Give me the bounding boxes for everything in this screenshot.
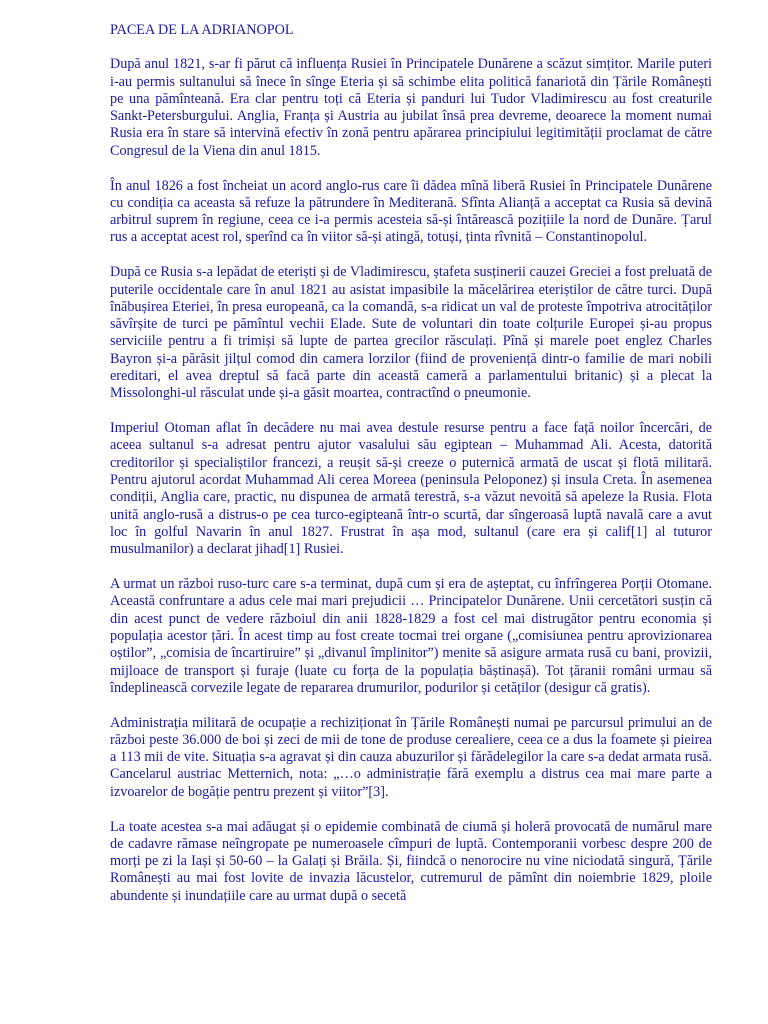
paragraph-3: După ce Rusia s-a lepădat de eteriști și de Vladimirescu, ștafeta susținerii cauzei Greciei a fost preluată de puterile occidentale care în anul 1821 au asistat impasibile la măcelărirea eteriștilor de către turci. După înăbușirea Eteriei, în presa europeană, ca la comandă, s-a ridicat un val de proteste împotriva atrocităților săvîrșite de turci pe pămîntul vechii Elade. Sute de voluntari din toate colțurile Europei și-au propus serviciile pentru a fi trimiși să lupte de partea grecilor răsculați. Pînă și marele poet englez Charles Bayron și-a părăsit jilțul comod din camera lorzilor (fiind de proveniență dintr-o familie de mari nobili ereditari, el avea dreptul să facă parte din această cameră a parlamentului britanic) și a plecat la Missolonghi-ul răsculat unde și-a găsit moartea, contractînd o pneumonie.	[110, 264, 712, 402]
paragraph-4: Imperiul Otoman aflat în decădere nu mai avea destule resurse pentru a face față noilor încercări, de aceea sultanul s-a adresat pentru ajutor vasalului său egiptean – Muhammad Ali. Acesta, datorită creditorilor și specialiștilor francezi, a reușit să-și creeze o puternică armată de uscat și flotă militară. Pentru ajutorul acordat Muhammad Ali cerea Moreea (peninsula Peloponez) și insula Creta. În asemenea condiții, Anglia care, practic, nu dispunea de armată terestră, s-a văzut nevoită să apeleze la Rusia. Flota unită anglo-rusă a distrus-o pe cea turco-egipteană într-o scurtă, dar sîngeroasă luptă navală care a avut loc în golful Navarin în anul 1827. Frustrat în așa mod, sultanul (care era și calif[1] al tuturor musulmanilor) a declarat jihad[1] Rusiei.	[110, 420, 712, 558]
paragraph-2: În anul 1826 a fost încheiat un acord anglo-rus care îi dădea mînă liberă Rusiei în Principatele Dunărene cu condiția ca aceasta să refuze la pătrundere în Mediterană. Sfînta Alianță a acceptat ca Rusia să devină arbitrul suprem în regiune, ceea ce i-a permis acesteia să-și întărească pozițiile la nord de Dunăre. Țarul rus a acceptat acest rol, sperînd ca în viitor să-și atingă, totuși, ținta rîvnită – Constantinopolul.	[110, 177, 712, 246]
paragraph-6: Administrația militară de ocupație a rechiziționat în Țările Românești numai pe parcursul primului an de război peste 36.000 de boi și zeci de mii de tone de produse cerealiere, ceea ce a dus la foamete și pieirea a 113 mii de vite. Situația s-a agravat și din cauza abuzurilor și fărădelegilor la care s-a dedat armata rusă. Cancelarul austriac Metternich, nota: „…o administrație fără exemplu a distrus cea mai mare parte a izvoarelor de bogăție pentru prezent și viitor”[3].	[110, 714, 712, 800]
paragraph-7: La toate acestea s-a mai adăugat și o epidemie combinată de ciumă și holeră provocată de numărul mare de cadavre rămase neîngropate pe numeroasele cîmpuri de luptă. Contemporanii vorbesc despre 200 de morți pe zi la Iași și 50-60 – la Galați și Brăila. Și, fiindcă o nenorocire nu vine niciodată singură, Țările Românești au mai fost lovite de invazia lăcustelor, cutremurul de pămînt din noiembrie 1829, ploile abundente și inundațiile care au urmat după o secetă	[110, 818, 712, 904]
paragraph-1: După anul 1821, s-ar fi părut că influența Rusiei în Principatele Dunărene a scăzut simțitor. Marile puteri i-au permis sultanului să înece în sînge Eteria și să schimbe elita politică fanariotă din Țările Românești pe una pămînteană. Era clar pentru toți că Eteria și panduri lui Tudor Vladimirescu au fost creaturile Sankt-Petersburgului. Anglia, Franța și Austria au jubilat însă prea devreme, deoarece la moment numai Rusia era în stare să intervină efectiv în zonă pentru apărarea principiului legitimității proclamat de către Congresul de la Viena din anul 1815.	[110, 56, 712, 159]
document-title: PACEA DE LA ADRIANOPOL	[110, 22, 294, 38]
paragraph-5: A urmat un război ruso-turc care s-a terminat, după cum și era de așteptat, cu înfrîngerea Porții Otomane. Această confruntare a adus cele mai mari prejudicii … Principatelor Dunărene. Unii cercetători susțin că din acest punct de vedere războiul din anii 1828-1829 a fost cel mai distrugător pentru economia și populația acestor țări. În acest timp au fost create tocmai trei organe („comisiunea pentru aprovizionarea oștilor”, „comisia de încartiruire” și „divanul împlinitor”) menite să asigure armata rusă cu bani, provizii, mijloace de transport și furaje (luate cu forța de la populația băștinașă). Tot țăranii români urmau să îndeplinească corvezile legate de repararea drumurilor, podurilor și cetăților (desigur că gratis).	[110, 576, 712, 696]
